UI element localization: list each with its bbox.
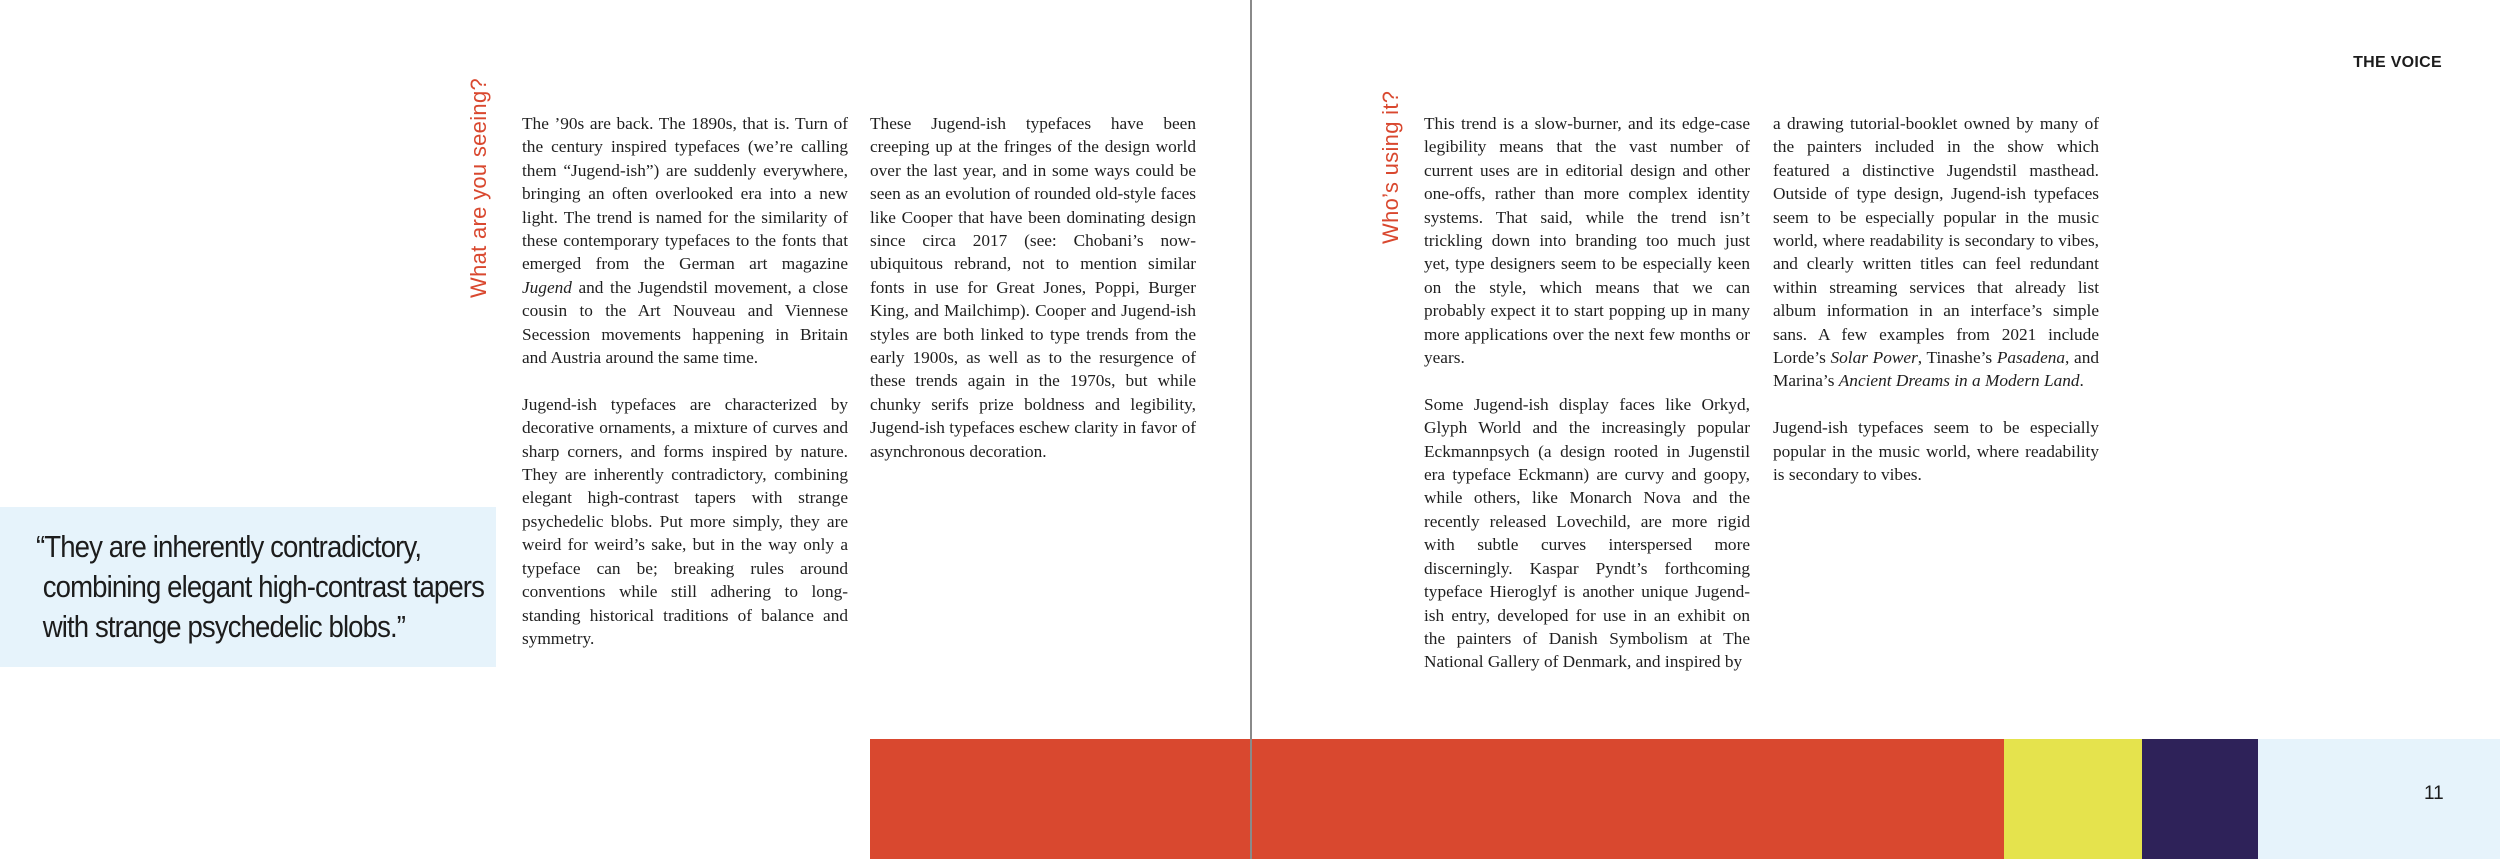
- paragraph: The ’90s are back. The 1890s, that is. Turn of the century inspired typefaces (we’re calling them “Jugend-ish”) are suddenly everywhere, bringing an often overlooked era into a new light. The trend is named for the similarity of these contemporary typefaces to the fonts that emerged from the German art magazine Jugend and the Jugendstil movement, a close cousin to the Art Nouveau and Viennese Secession movements happening in Britain and Austria around the same time.: [522, 114, 848, 368]
- page-number: 11: [2424, 783, 2444, 804]
- section-heading-what: What are you seeing?: [466, 77, 491, 298]
- paragraph: Some Jugend-ish display faces like Orkyd, Glyph World and the increasingly popular Eckmannpsych (a design rooted in Jugenstil era typeface Eckmann) are curvy and goopy, while others, like Monarch Nova and the recently released Lovechild, are more rigid with subtle curves interspersed more discerningly. Kaspar Pyndt’s forthcoming typeface Hieroglyf is another unique Jugend-ish entry, developed for use in an exhibit on the painters of Danish Symbolism at The National Gallery of Denmark, and inspired by: [1424, 394, 1750, 672]
- light-blue-color-block: [2258, 739, 2500, 859]
- italic-title-jugend: Jugend: [522, 277, 572, 297]
- pull-quote-line: combining elegant high-contrast tapers: [36, 569, 484, 604]
- navy-color-block: [2142, 739, 2258, 859]
- paragraph: Jugend-ish typefaces seem to be especially popular in the music world, where readability is secondary to vibes.: [1773, 418, 2099, 485]
- section-heading-who: Who’s using it?: [1378, 90, 1403, 244]
- paragraph: This trend is a slow-burner, and its edge-case legibility means that the vast number of current uses are in editorial design and other one-offs, rather than more complex identity systems. That said, while the trend isn’t trickling down into branding too much just yet, type designers seem to be especially keen on the style, which means that we can probably expect it to start popping up in many more applications over the next few months or years.: [1424, 114, 1750, 368]
- album-title: Ancient Dreams in a Modern Land: [1838, 371, 2080, 391]
- yellow-color-block: [2004, 739, 2142, 859]
- pull-quote-line: “They are inherently contradictory,: [36, 529, 422, 564]
- album-title: Pasadena: [1996, 348, 2066, 368]
- page-spine-divider: [1250, 0, 1252, 859]
- paragraph: Jugend-ish typefaces are characterized by decorative ornaments, a mixture of curves and sharp corners, and forms inspired by nature. They are inherently contradictory, combining elegant high-contrast tapers with strange psychedelic blobs. Put more simply, they are weird for weird’s sake, but in the way only a typeface can be; breaking rules around conventions while still adhering to long-standing historical traditions of balance and symmetry.: [522, 394, 848, 648]
- running-head: THE VOICE: [2353, 54, 2442, 71]
- red-color-block: [870, 739, 2004, 859]
- paragraph: a drawing tutorial-booklet owned by many of the painters included in the show which featured a distinctive Jugendstil masthead. Outside of type design, Jugend-ish typefaces seem to be especially popular in the music world, where readability is secondary to vibes, and clearly written titles can feel redundant within streaming services that already list album information in an interface’s simple sans. A few examples from 2021 include Lorde’s Solar Power, Tinashe’s Pasadena, and Marina’s Ancient Dreams in a Modern Land.: [1773, 114, 2100, 391]
- album-title: Solar Power: [1830, 348, 1918, 368]
- right-column-2: [1773, 112, 2099, 486]
- paragraph: These Jugend-ish typefaces have been creeping up at the fringes of the design world over the last year, and in some ways could be seen as an evolution of rounded old-style faces like Cooper that have been dominating design since circa 2017 (see: Chobani’s now-ubiquitous rebrand, not to mention similar fonts in use for Great Jones, Poppi, Burger King, and Mailchimp). Cooper and Jugend-ish styles are both linked to type trends from the early 1900s, as well as to the resurgence of these trends again in the 1970s, but while chunky serifs prize boldness and legibility, Jugend-ish typefaces eschew clarity in favor of asynchronous decoration.: [870, 114, 1196, 461]
- left-column-1: [522, 112, 848, 650]
- pull-quote-line: with strange psychedelic blobs.”: [36, 609, 406, 644]
- pull-quote: [0, 507, 496, 667]
- left-column-2: [870, 112, 1196, 463]
- right-column-1: [1424, 112, 1750, 674]
